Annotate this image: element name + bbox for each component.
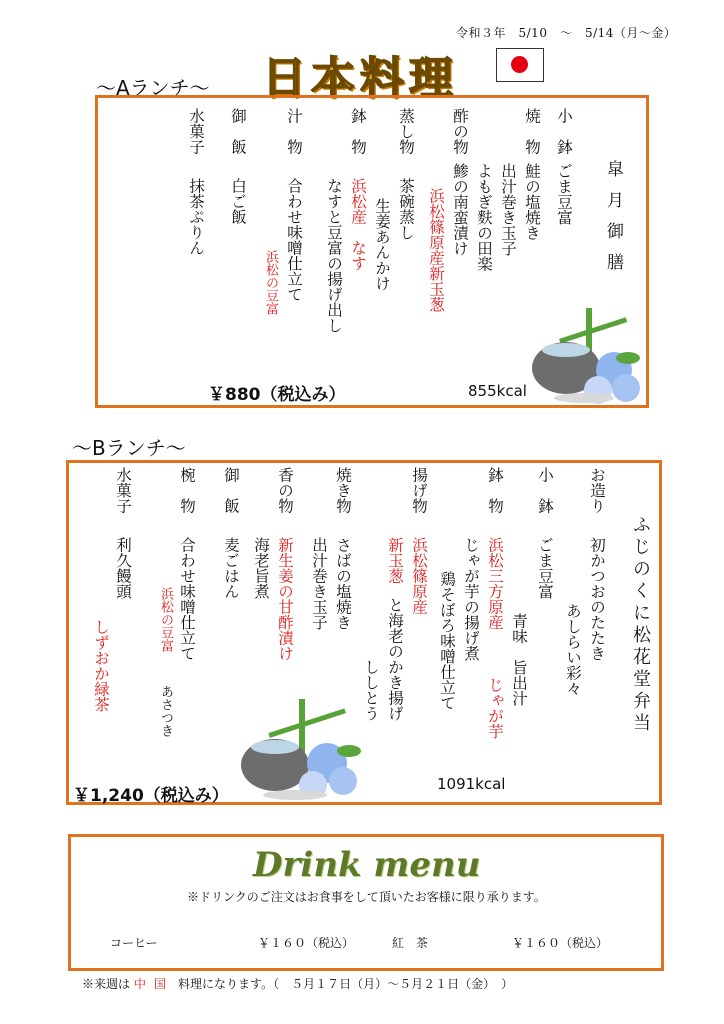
drink-coffee-name: コーヒー	[110, 936, 158, 950]
page-title: 日本料理	[262, 53, 458, 104]
lunch-b-item-4b: ししとう	[362, 659, 380, 721]
lunch-a-label: ～Aランチ～	[96, 76, 210, 100]
hydrangea-stone-basin-illustration	[518, 298, 646, 408]
lunch-a-item-3: 鯵の南蛮漬け	[451, 163, 469, 256]
lunch-b-cat-1: お造り	[588, 467, 606, 514]
lunch-b-item-3-red2: じゃが芋	[486, 677, 504, 739]
lunch-b-item-4a: と海老のかき揚げ	[386, 597, 404, 721]
lunch-b-label: ～Bランチ～	[72, 436, 186, 460]
lunch-a-kcal: 855kcal	[468, 382, 527, 400]
drink-tea-name: 紅 茶	[392, 936, 429, 950]
lunch-a-item-5-red: 浜松産 なす	[349, 178, 367, 271]
lunch-b-box	[66, 460, 662, 805]
lunch-b-cat-5: 焼き物	[334, 467, 352, 514]
lunch-b-item-2a: ごま豆富	[536, 537, 554, 599]
lunch-b-item-1b: あしらい彩々	[564, 603, 582, 696]
lunch-b-item-5a: さばの塩焼き	[334, 537, 352, 630]
lunch-b-item-3-red1: 浜松三方原産	[486, 537, 504, 630]
lunch-b-cat-2: 小 鉢	[536, 467, 554, 514]
lunch-b-cat-7: 御 飯	[222, 467, 240, 514]
lunch-a-item-4a: 茶碗蒸し	[397, 178, 415, 240]
lunch-b-cat-4: 揚げ物	[410, 467, 428, 514]
drink-tea-price: ￥１６０（税込）	[512, 936, 609, 950]
lunch-b-cat-6: 香の物	[276, 467, 294, 514]
lunch-a-item-3-red: 浜松篠原産新玉葱	[427, 188, 445, 312]
drink-coffee-price: ￥１６０（税込）	[258, 936, 355, 950]
lunch-b-item-3a: じゃが芋の揚げ煮	[462, 537, 480, 661]
lunch-b-item-9-red: しずおか緑茶	[92, 619, 110, 712]
lunch-b-item-8b: あさつき	[158, 685, 173, 737]
lunch-a-item-1: ごま豆富	[555, 163, 573, 225]
lunch-b-item-5b: 出汁巻き玉子	[310, 537, 328, 630]
lunch-b-kcal: 1091kcal	[437, 775, 506, 793]
lunch-a-item-8: 抹茶ぷりん	[187, 178, 205, 256]
lunch-b-item-9: 利久饅頭	[114, 537, 132, 599]
next-week-notice	[82, 975, 513, 992]
lunch-a-item-2b: 出汁巻き玉子	[499, 163, 517, 256]
lunch-a-item-2c: よもぎ麩の田楽	[475, 163, 493, 272]
lunch-b-item-4-red2: 新玉葱	[386, 537, 404, 584]
lunch-b-cat-8: 椀 物	[178, 467, 196, 514]
lunch-a-cat-1: 小 鉢	[555, 108, 573, 155]
lunch-b-price: ￥1,240（税込み）	[73, 786, 229, 806]
lunch-b-item-8a: 合わせ味噌仕立て	[178, 537, 196, 661]
lunch-b-item-7: 麦ごはん	[222, 537, 240, 599]
lunch-b-item-1a: 初かつおのたたき	[588, 537, 606, 661]
lunch-a-cat-5: 鉢 物	[349, 108, 367, 155]
lunch-b-item-3b: 鶏そぼろ味噌仕立て	[438, 571, 456, 711]
lunch-a-item-5: なすと豆富の揚げ出し	[325, 178, 343, 333]
hydrangea-stone-basin-illustration-b	[231, 695, 375, 803]
lunch-a-item-4b: 生姜あんかけ	[373, 198, 391, 291]
lunch-b-item-6-red: 新生姜の甘酢漬け	[276, 537, 294, 661]
lunch-a-cat-3: 酢の物	[451, 108, 469, 155]
japan-flag-icon	[496, 48, 544, 82]
lunch-b-item-2b: 青味 旨出汁	[510, 613, 528, 706]
drink-menu-title: Drink menu	[253, 845, 481, 885]
lunch-a-item-7: 白ご飯	[229, 178, 247, 225]
lunch-b-cat-3: 鉢 物	[486, 467, 504, 514]
lunch-b-menu-title: ふじのくに松花堂弁当	[630, 515, 651, 735]
lunch-a-item-6-red: 浜松の豆富	[263, 250, 278, 315]
drink-menu-note: ※ドリンクのご注文はお食事をして頂いたお客様に限り承ります。	[187, 890, 546, 904]
lunch-a-box	[95, 95, 649, 408]
lunch-a-cat-6: 汁 物	[285, 108, 303, 155]
lunch-b-item-8-red: 浜松の豆富	[158, 587, 173, 652]
date-range: 令和３年 5/10 ～ 5/14（月～金）	[456, 26, 677, 40]
lunch-a-cat-4: 蒸し物	[397, 108, 415, 155]
next-week-suffix: 料理になります。（ ５月１７日（月）～５月２１日（金） ）	[178, 977, 514, 991]
next-week-cuisine: 中国	[134, 977, 175, 991]
lunch-a-price: ￥880（税込み）	[208, 385, 346, 405]
lunch-b-item-4-red: 浜松篠原産	[410, 537, 428, 615]
lunch-a-menu-title: 皐月御膳	[603, 160, 623, 284]
lunch-a-item-6: 合わせ味噌仕立て	[285, 178, 303, 302]
lunch-a-cat-2: 焼 物	[523, 108, 541, 155]
lunch-a-cat-8: 水菓子	[187, 108, 205, 155]
lunch-a-cat-7: 御 飯	[229, 108, 247, 155]
lunch-b-item-6: 海老旨煮	[252, 537, 270, 599]
next-week-prefix: ※来週は	[82, 977, 131, 991]
lunch-b-cat-9: 水菓子	[114, 467, 132, 514]
lunch-a-item-2a: 鮭の塩焼き	[523, 163, 541, 241]
